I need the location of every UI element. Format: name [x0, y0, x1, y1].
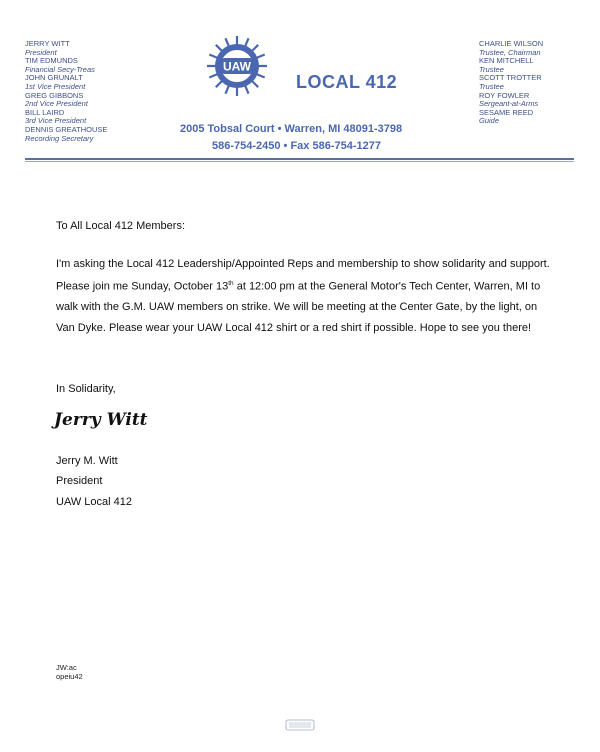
- officer-name: GREG GIBBONS: [25, 90, 84, 100]
- union-label-icon: [285, 719, 315, 731]
- officer-name: CHARLIE WILSON: [479, 39, 544, 48]
- officer-title: Guide: [479, 116, 500, 126]
- paragraph-text-start: I'm asking the Local 412 Leadership/Appointed Reps and membership to show solidarity and support. Please join me Sunday, October 13: [56, 258, 550, 293]
- letter-body: [56, 220, 556, 338]
- officer-title: President: [25, 47, 57, 57]
- body-paragraph: [56, 254, 556, 338]
- signer-org: UAW Local 412: [56, 495, 133, 508]
- letterhead-divider-thin: [25, 161, 574, 162]
- signature: Jerry Witt: [54, 410, 148, 430]
- officer-name: DENNIS GREATHOUSE: [25, 124, 108, 134]
- address: 2005 Tobsal Court • Warren, MI 48091-3798: [180, 123, 403, 135]
- officer-title: Sergeant-at-Arms: [479, 99, 539, 109]
- officer-entry: [479, 92, 543, 109]
- officer-name: TIM EDMUNDS: [25, 56, 78, 66]
- paragraph-text-end: at 12:00 pm at the General Motor's Tech Center, Warren, MI to walk with the G.M. UAW members on strike. We will be meeting at the Center Gate, by the light, on Van Dyke. Please wear your UAW Local 412 shirt or a red shirt if possible. Hope to see you there!: [56, 280, 541, 334]
- letterhead-divider: [25, 158, 574, 160]
- officer-entry: [25, 109, 107, 126]
- officer-name: KEN MITCHELL: [479, 56, 534, 66]
- footer-codes: [56, 663, 83, 681]
- officer-title: Trustee: [479, 81, 504, 91]
- closing: In Solidarity,: [56, 383, 116, 395]
- union-code: opeiu42: [56, 672, 83, 681]
- officer-entry: [479, 57, 543, 74]
- officer-entry: [479, 40, 543, 57]
- local-title: LOCAL 412: [296, 72, 398, 92]
- officer-entry: [25, 126, 107, 143]
- signer-name: Jerry M. Witt: [56, 455, 118, 467]
- phone-fax: 586-754-2450 • Fax 586-754-1277: [212, 140, 381, 152]
- right-officers-list: [479, 40, 543, 126]
- uaw-gear-icon: [205, 34, 269, 98]
- officer-title: Trustee: [479, 64, 504, 74]
- officer-name: ROY FOWLER: [479, 90, 530, 100]
- logo-text: UAW: [223, 59, 251, 74]
- officer-entry: [25, 40, 107, 57]
- officer-name: SCOTT TROTTER: [479, 73, 542, 83]
- officer-title: 3rd Vice President: [25, 116, 87, 126]
- officer-title: 2nd Vice President: [25, 99, 88, 109]
- officer-name: BILL LAIRD: [25, 107, 65, 117]
- officer-name: JOHN GRUNALT: [25, 73, 83, 83]
- signature-block: [56, 451, 132, 512]
- officer-title: Recording Secretary: [25, 133, 94, 143]
- officer-entry: [25, 57, 107, 74]
- typist-initials: JW:ac: [56, 663, 77, 672]
- officer-title: 1st Vice President: [25, 81, 86, 91]
- officer-entry: [479, 109, 543, 126]
- officer-name: JERRY WITT: [25, 39, 70, 48]
- ordinal-suffix: th: [228, 280, 234, 288]
- salutation: To All Local 412 Members:: [56, 220, 186, 232]
- officer-title: Trustee, Chairman: [479, 47, 541, 57]
- officer-entry: [25, 92, 107, 109]
- officer-title: Financial Secy-Treas: [25, 64, 95, 74]
- officer-entry: [25, 74, 107, 91]
- uaw-logo: [205, 34, 269, 98]
- officer-entry: [479, 74, 543, 91]
- left-officers-list: [25, 40, 107, 143]
- officer-name: SESAME REED: [479, 107, 534, 117]
- signer-title: President: [56, 475, 103, 488]
